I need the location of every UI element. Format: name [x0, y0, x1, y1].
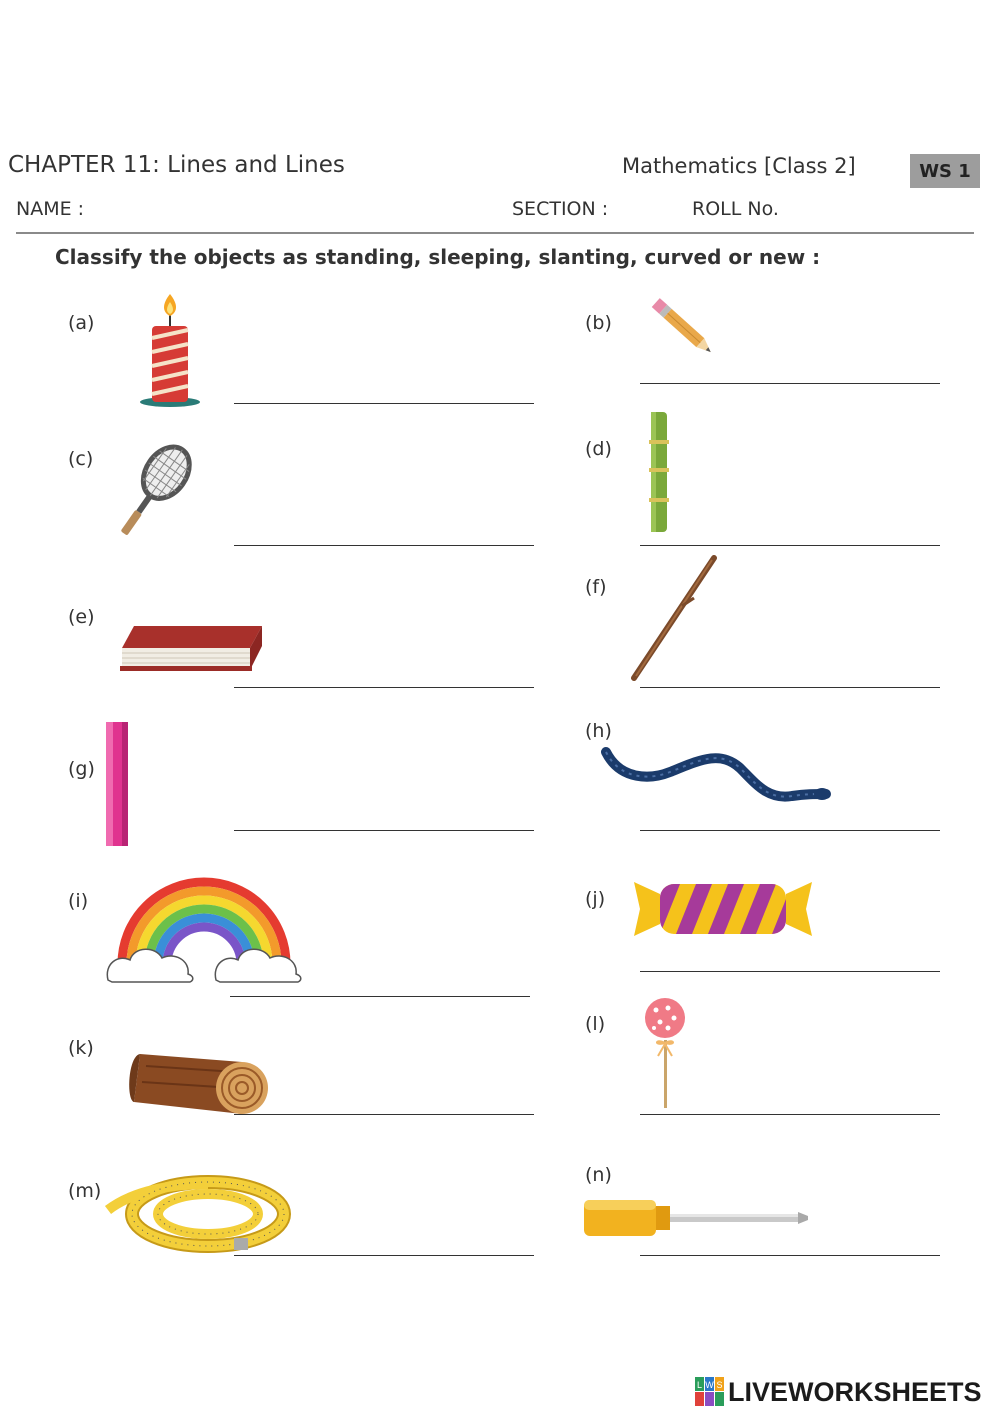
- item-label-k: (k): [68, 1037, 94, 1059]
- answer-line-f[interactable]: [640, 687, 940, 688]
- answer-line-d[interactable]: [640, 545, 940, 546]
- item-label-f: (f): [585, 576, 607, 598]
- candle-image: [138, 290, 204, 410]
- chalk-image: [104, 720, 130, 850]
- roll-label: ROLL No.: [692, 198, 779, 220]
- item-label-d: (d): [585, 438, 612, 460]
- answer-line-a[interactable]: [234, 403, 534, 404]
- answer-line-k[interactable]: [234, 1114, 534, 1115]
- logo-letter-s: S: [716, 1380, 723, 1390]
- book-image: [116, 620, 266, 674]
- liveworksheets-footer[interactable]: [695, 1372, 982, 1412]
- section-label: SECTION :: [512, 198, 609, 220]
- answer-line-b[interactable]: [640, 383, 940, 384]
- answer-line-g[interactable]: [234, 830, 534, 831]
- item-label-e: (e): [68, 606, 95, 628]
- item-label-n: (n): [585, 1164, 612, 1186]
- worksheet-badge: WS 1: [910, 154, 980, 188]
- answer-line-j[interactable]: [640, 971, 940, 972]
- answer-line-e[interactable]: [234, 687, 534, 688]
- item-label-a: (a): [68, 312, 95, 334]
- subject-label: Mathematics [Class 2]: [622, 154, 856, 178]
- answer-line-c[interactable]: [234, 545, 534, 546]
- logo-letter-l: L: [696, 1380, 703, 1390]
- pencil-image: [644, 290, 724, 366]
- lollipop-image: [640, 996, 692, 1112]
- name-label: NAME :: [16, 198, 85, 220]
- answer-line-l[interactable]: [640, 1114, 940, 1115]
- rainbow-image: [104, 876, 304, 986]
- logo-letter-w: W: [705, 1380, 714, 1390]
- stick-image: [626, 554, 722, 684]
- screwdriver-image: [582, 1196, 812, 1240]
- liveworksheets-brand-text: LIVEWORKSHEETS: [728, 1376, 982, 1407]
- log-image: [126, 1046, 272, 1118]
- item-label-c: (c): [68, 448, 94, 470]
- answer-line-i[interactable]: [230, 996, 530, 997]
- item-label-g: (g): [68, 758, 95, 780]
- item-label-l: (l): [585, 1013, 606, 1035]
- item-label-m: (m): [68, 1180, 102, 1202]
- item-label-j: (j): [585, 888, 606, 910]
- answer-line-h[interactable]: [640, 830, 940, 831]
- snake-image: [600, 740, 832, 812]
- instruction-text: Classify the objects as standing, sleeping, slanting, curved or new :: [55, 245, 821, 269]
- item-label-h: (h): [585, 720, 612, 742]
- measuring-tape-image: [104, 1170, 292, 1256]
- answer-line-n[interactable]: [640, 1255, 940, 1256]
- sugarcane-image: [646, 410, 672, 534]
- item-label-i: (i): [68, 890, 89, 912]
- liveworksheets-logo-icon: [695, 1377, 725, 1407]
- candy-image: [630, 878, 816, 940]
- item-label-b: (b): [585, 312, 612, 334]
- chapter-title: CHAPTER 11: Lines and Lines: [8, 152, 345, 178]
- header-divider: [16, 232, 974, 234]
- racket-image: [114, 440, 200, 552]
